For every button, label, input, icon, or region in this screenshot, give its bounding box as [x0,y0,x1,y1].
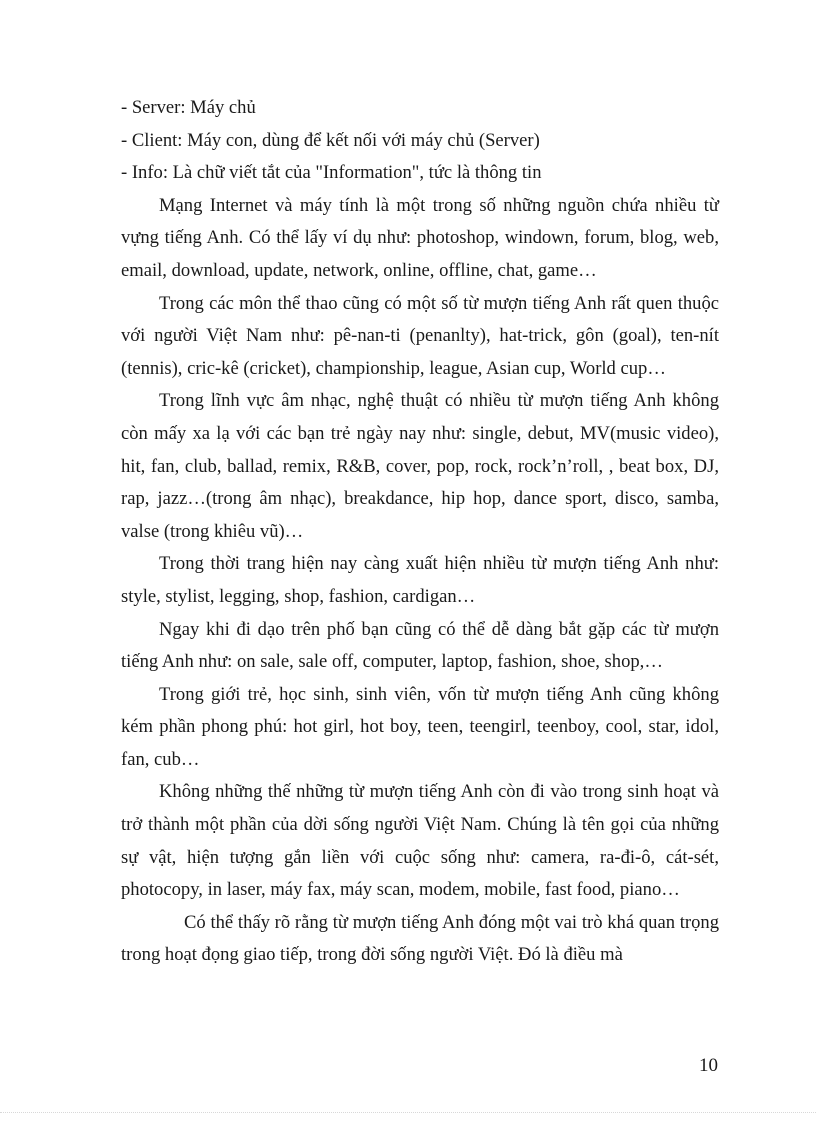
paragraph-street: Ngay khi đi dạo trên phố bạn cũng có thể dễ dàng bắt gặp các từ mượn tiếng Anh như: on sale, sale off, computer, laptop, fashion, shoe, shop,… [121,618,719,673]
glossary-item-info: - Info: Là chữ viết tắt của "Information", tức là thông tin [121,162,542,184]
page-body [121,92,719,972]
page-bottom-divider [0,1112,816,1113]
paragraph-youth: Trong giới trẻ, học sinh, sinh viên, vốn từ mượn tiếng Anh cũng không kém phần phong phú: hot girl, hot boy, teen, teengirl, teenboy, cool, star, idol, fan, cub… [121,683,719,770]
glossary-item-client: - Client: Máy con, dùng để kết nối với máy chủ (Server) [121,129,540,151]
paragraph-fashion: Trong thời trang hiện nay càng xuất hiện nhiều từ mượn tiếng Anh như: style, stylist, legging, shop, fashion, cardigan… [121,553,719,607]
paragraph-conclusion: Có thể thấy rõ rằng từ mượn tiếng Anh đóng một vai trò khá quan trọng trong hoạt đọng giao tiếp, trong đời sống người Việt. Đó là điều mà [121,911,719,966]
glossary-item-server: - Server: Máy chủ [121,97,256,118]
paragraph-daily-life: Không những thế những từ mượn tiếng Anh còn đi vào trong sinh hoạt và trở thành một phần của dời sống người Việt Nam. Chúng là tên gọi của những sự vật, hiện tượng gắn liền với cuộc sống như: camera, ra-đi-ô, cát-sét, photocopy, in laser, máy fax, máy scan, modem, mobile, fast food, piano… [121,781,719,901]
paragraph-internet: Mạng Internet và máy tính là một trong số những nguồn chứa nhiều từ vựng tiếng Anh. Có thể lấy ví dụ như: photoshop, windown, forum, blog, web, email, download, update, network, online, offline, chat, game… [121,194,719,281]
page-number: 10 [699,1055,718,1076]
paragraph-music: Trong lĩnh vực âm nhạc, nghệ thuật có nhiều từ mượn tiếng Anh không còn mấy xa lạ với các bạn trẻ ngày nay như: single, debut, MV(music video), hit, fan, club, ballad, remix, R&B, cover, pop, rock, rock’n’roll, , beat box, DJ, rap, jazz…(trong âm nhạc), breakdance, hip hop, dance sport, disco, samba, valse (trong khiêu vũ)… [121,390,719,542]
paragraph-sports: Trong các môn thể thao cũng có một số từ mượn tiếng Anh rất quen thuộc với người Việt Nam như: pê-nan-ti (penanlty), hat-trick, gôn (goal), ten-nít (tennis), cric-kê (cricket), championship, league, Asian cup, World cup… [121,292,719,379]
